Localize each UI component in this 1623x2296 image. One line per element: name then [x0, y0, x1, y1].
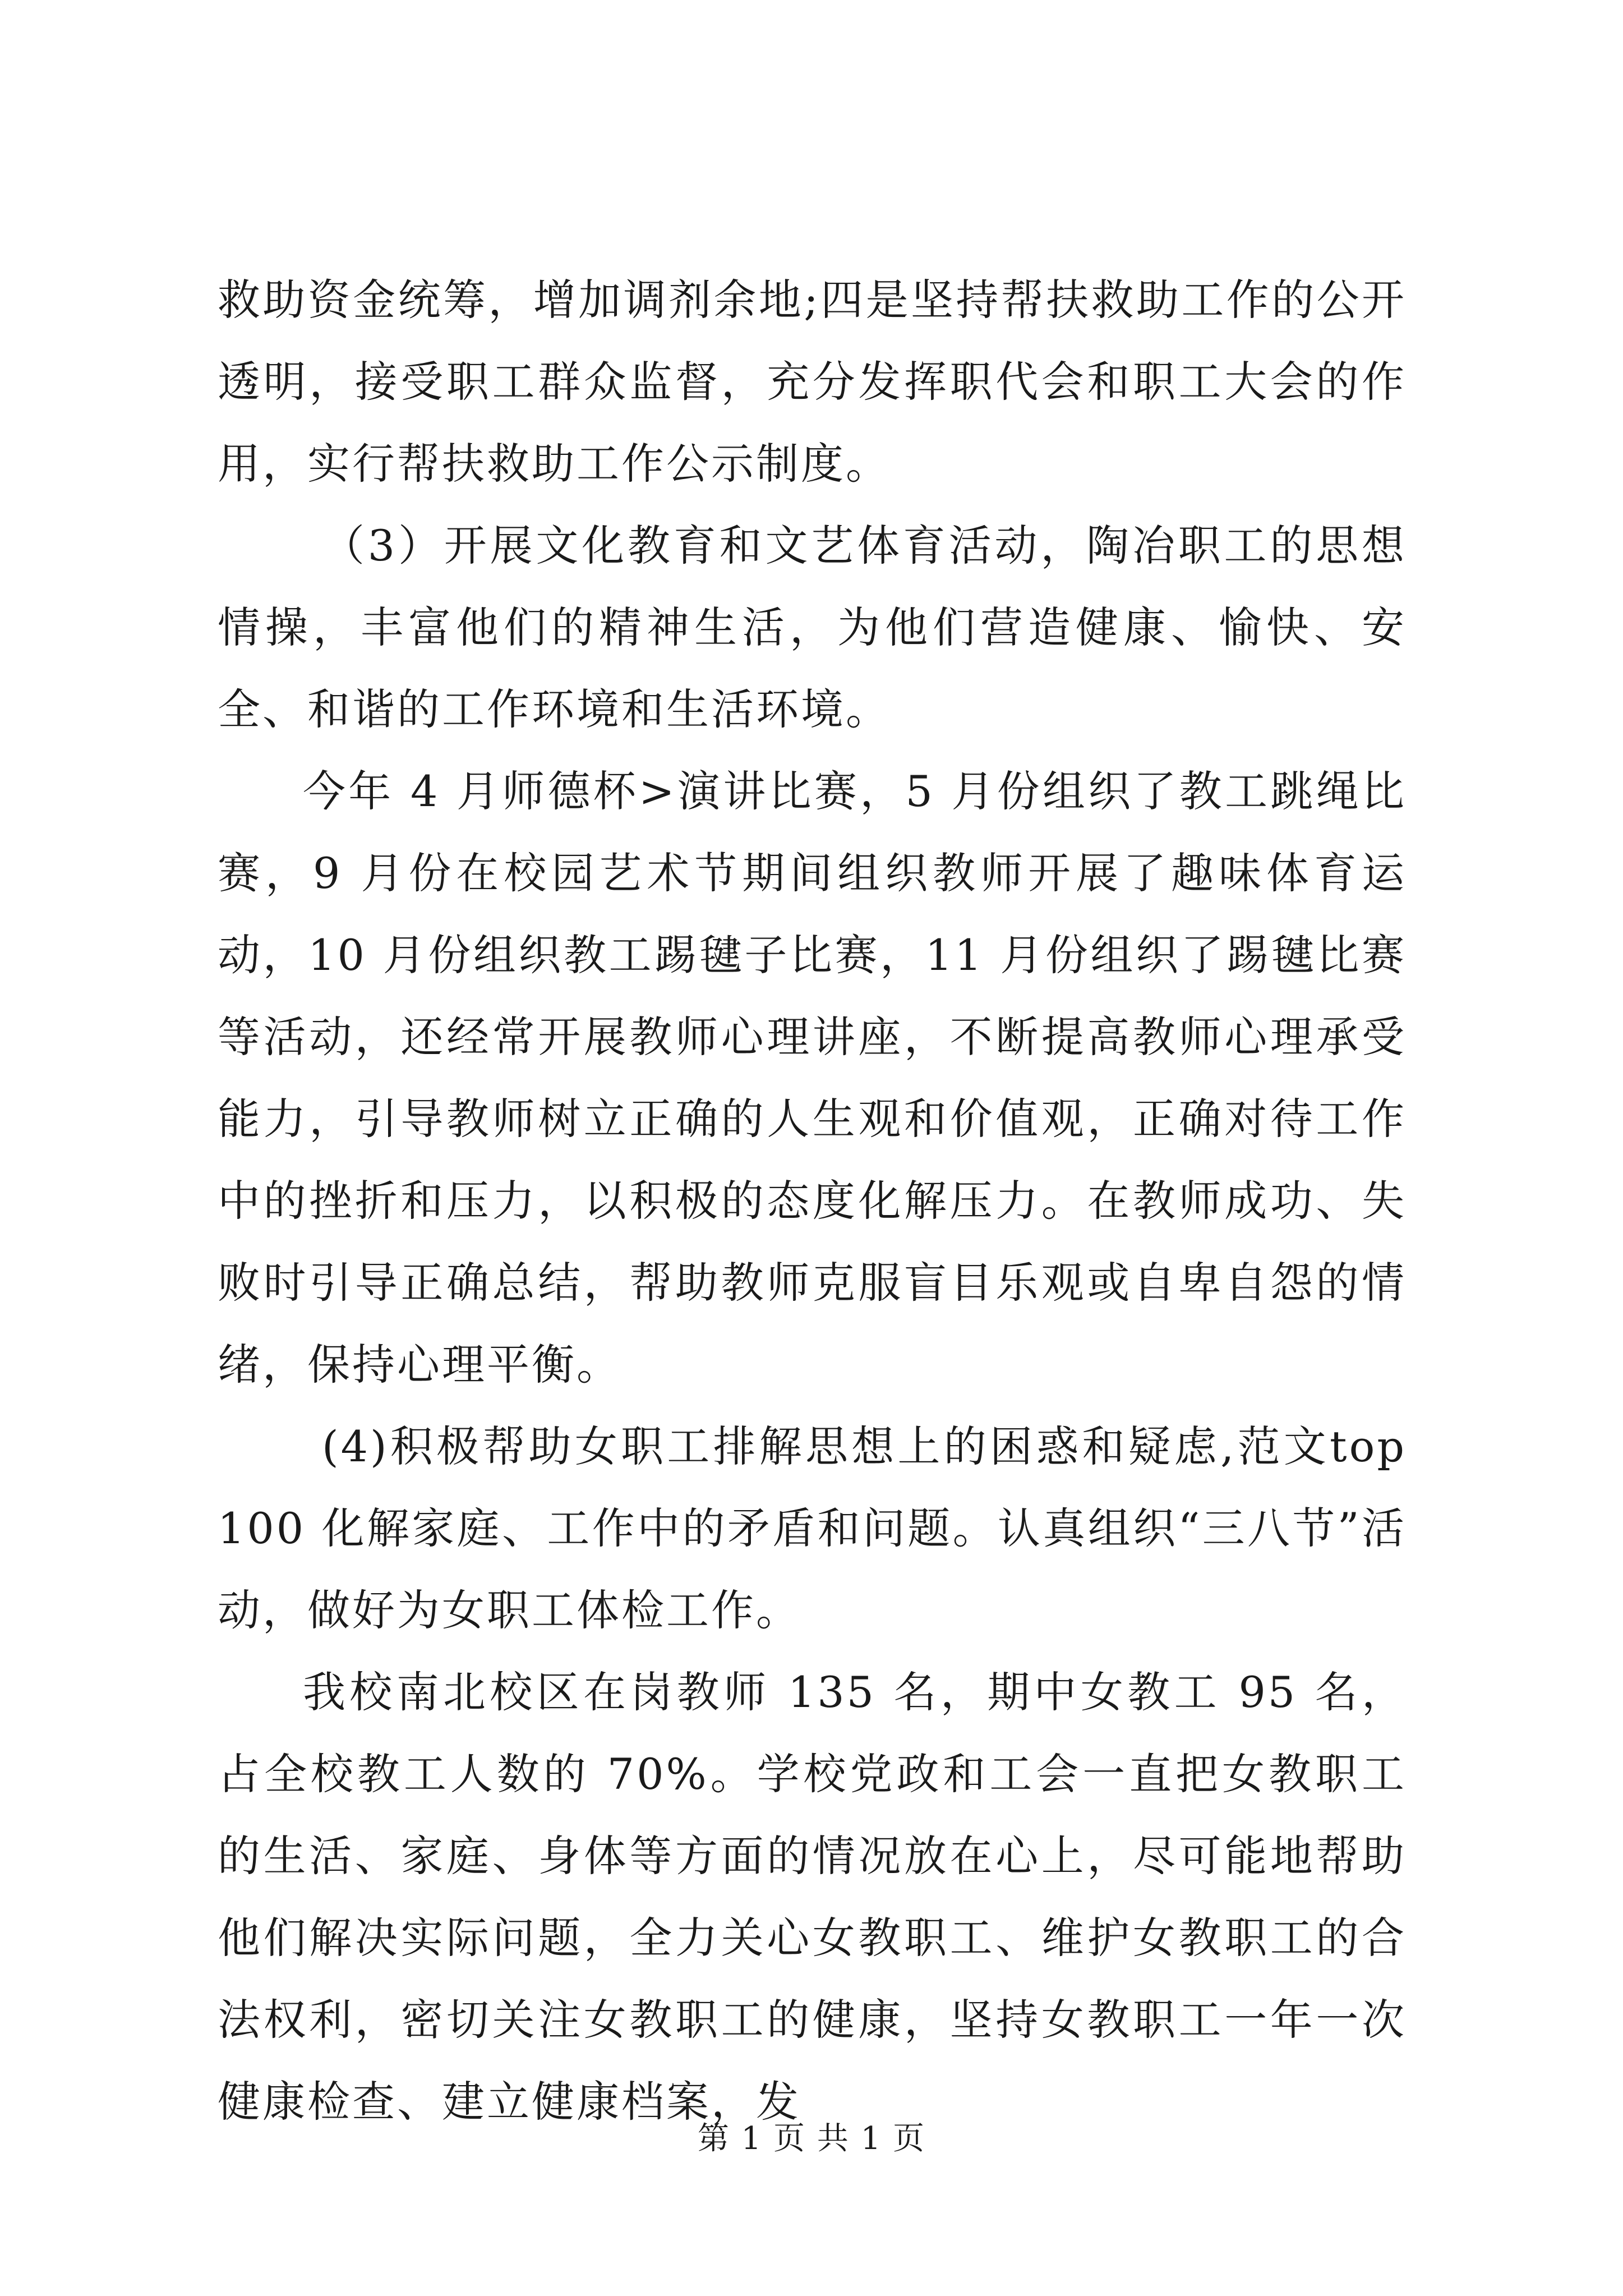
- paragraph-activities: 今年 4 月师德杯>演讲比赛，5 月份组织了教工跳绳比赛，9 月份在校园艺术节期间组织教师开展了趣味体育运动，10 月份组织教工踢毽子比赛，11 月份组织了踢毽比赛等活动，还经常开展教师心理讲座，不断提高教师心理承受能力，引导教师树立正确的人生观和价值观，正确对待工作中的挫折和压力，以积极的态度化解压力。在教师成功、失败时引导正确总结，帮助教师克服盲目乐观或自卑自怨的情绪，保持心理平衡。: [218, 766, 1407, 1389]
- paragraph-continuation: 救助资金统筹，增加调剂余地;四是坚持帮扶救助工作的公开透明，接受职工群众监督，充分发挥职代会和职工大会的作用，实行帮扶救助工作公示制度。: [218, 275, 1407, 489]
- paragraph-item-4: (4)积极帮助女职工排解思想上的困惑和疑虑,范文top100 化解家庭、工作中的矛盾和问题。认真组织“三八节”活动，做好为女职工体检工作。: [218, 1421, 1407, 1635]
- page-footer: 第 1 页 共 1 页: [697, 2120, 926, 2157]
- paragraph-item-3: （3）开展文化教育和文艺体育活动，陶冶职工的思想情操，丰富他们的精神生活，为他们营造健康、愉快、安全、和谐的工作环境和生活环境。: [218, 521, 1407, 734]
- paragraph-female-staff: 我校南北校区在岗教师 135 名，期中女教工 95 名，占全校教工人数的 70%。学校党政和工会一直把女教职工的生活、家庭、身体等方面的情况放在心上，尽可能地帮助他们解决实际问题，全力关心女教职工、维护女教职工的合法权利，密切关注女教职工的健康，坚持女教职工一年一次健康检查、建立健康档案，发: [218, 1667, 1407, 2127]
- document-body: [218, 259, 1407, 2143]
